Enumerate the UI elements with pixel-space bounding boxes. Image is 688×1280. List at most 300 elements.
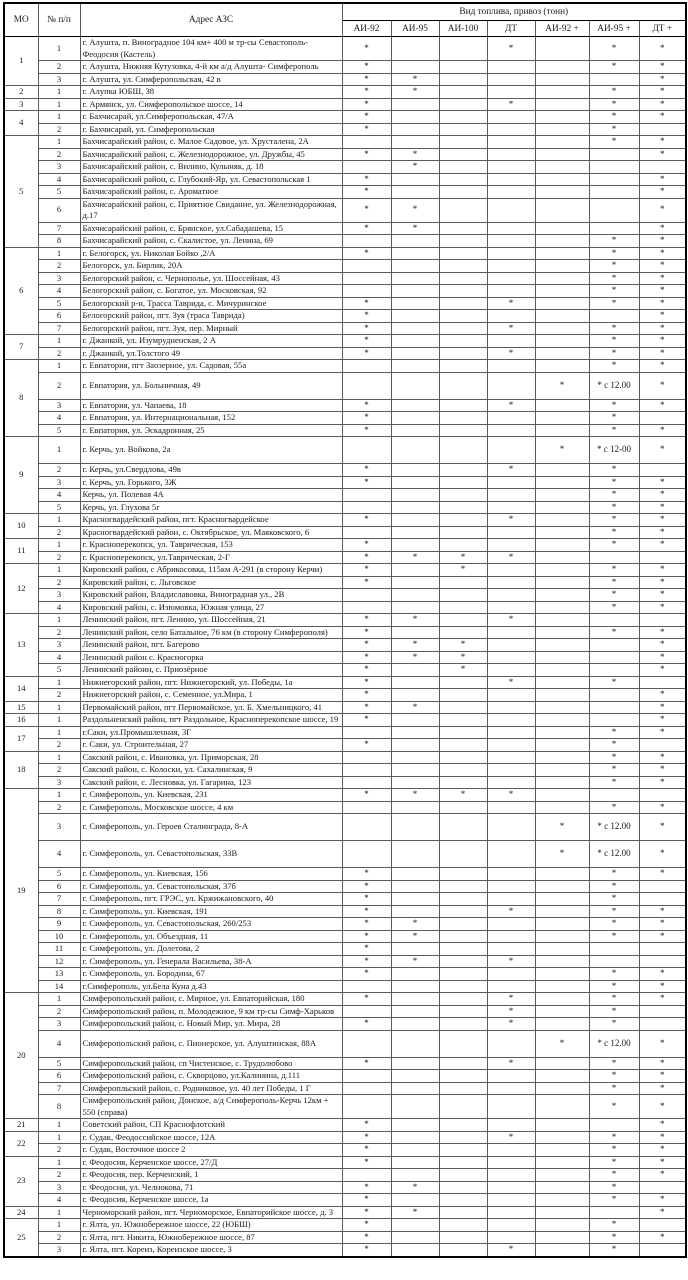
station-row	[4, 968, 686, 981]
fuel-availability-ai92-plus	[535, 868, 589, 881]
fuel-availability-ai95	[391, 980, 439, 993]
fuel-availability-ai92-plus	[535, 614, 589, 627]
fuel-availability-ai92	[342, 1082, 391, 1095]
station-address: г. Ялта, ул. Южнобережное шоссе, 22 (ЮБШ)	[80, 1219, 342, 1232]
fuel-availability-dt	[487, 285, 535, 298]
fuel-availability-ai95	[391, 893, 439, 906]
fuel-availability-dt-plus: *	[639, 148, 686, 161]
fuel-availability-dt	[487, 186, 535, 199]
fuel-availability-dt	[487, 1070, 535, 1083]
fuel-availability-ai100	[439, 464, 487, 477]
fuel-availability-ai92-plus	[535, 930, 589, 943]
fuel-availability-ai95-plus: *	[589, 260, 639, 273]
station-row	[4, 260, 686, 273]
station-address: Симферопольский район, с. Скворцово, ул.Калинина, д.111	[80, 1070, 342, 1083]
fuel-availability-ai92: *	[342, 347, 391, 360]
row-number: 2	[38, 464, 80, 477]
fuel-availability-ai95	[391, 424, 439, 437]
fuel-availability-dt	[487, 61, 535, 74]
fuel-availability-dt-plus: *	[639, 639, 686, 652]
fuel-availability-dt-plus	[639, 412, 686, 425]
fuel-availability-dt	[487, 272, 535, 285]
fuel-availability-ai95	[391, 1070, 439, 1083]
station-row	[4, 880, 686, 893]
fuel-availability-ai95-plus: *	[589, 576, 639, 589]
fuel-availability-ai100	[439, 980, 487, 993]
fuel-availability-ai92-plus	[535, 476, 589, 489]
fuel-availability-dt-plus: *	[639, 1144, 686, 1157]
fuel-availability-dt: *	[487, 905, 535, 918]
fuel-availability-ai92-plus	[535, 589, 589, 602]
fuel-availability-dt-plus	[639, 123, 686, 136]
fuel-availability-ai92: *	[342, 1231, 391, 1244]
fuel-availability-ai95-plus	[589, 73, 639, 86]
fuel-availability-ai100	[439, 1070, 487, 1083]
fuel-availability-ai100	[439, 222, 487, 235]
mo-group-number: 6	[4, 247, 38, 335]
fuel-availability-dt-plus: *	[639, 136, 686, 149]
fuel-availability-dt-plus: *	[639, 173, 686, 186]
station-row	[4, 464, 686, 477]
fuel-availability-ai92-plus	[535, 360, 589, 373]
fuel-availability-dt	[487, 751, 535, 764]
fuel-availability-ai92-plus	[535, 111, 589, 124]
fuel-availability-ai95	[391, 841, 439, 868]
fuel-availability-ai95-plus	[589, 310, 639, 323]
fuel-availability-ai95	[391, 664, 439, 677]
row-number: 1	[38, 789, 80, 802]
station-address: г. Симферополь, Московское шоссе, 4 км	[80, 801, 342, 814]
row-number: 2	[38, 372, 80, 399]
fuel-availability-dt	[487, 310, 535, 323]
fuel-availability-ai95: *	[391, 198, 439, 222]
fuel-availability-dt-plus	[639, 789, 686, 802]
fuel-availability-dt: *	[487, 1018, 535, 1031]
fuel-availability-ai95-plus: *	[589, 726, 639, 739]
fuel-availability-ai95-plus: *	[589, 1244, 639, 1257]
fuel-availability-ai100	[439, 1131, 487, 1144]
fuel-availability-ai100	[439, 841, 487, 868]
fuel-availability-ai100	[439, 501, 487, 514]
fuel-availability-dt	[487, 86, 535, 99]
fuel-availability-dt	[487, 714, 535, 727]
fuel-availability-ai92: *	[342, 514, 391, 527]
fuel-availability-dt-plus: *	[639, 726, 686, 739]
fuel-availability-ai92: *	[342, 310, 391, 323]
mo-group-number: 9	[4, 437, 38, 514]
fuel-availability-ai92: *	[342, 1131, 391, 1144]
fuel-availability-dt	[487, 801, 535, 814]
fuel-availability-ai95	[391, 514, 439, 527]
row-number: 1	[38, 676, 80, 689]
fuel-availability-dt	[487, 576, 535, 589]
fuel-availability-dt-plus: *	[639, 37, 686, 61]
fuel-availability-ai95-plus	[589, 1206, 639, 1219]
fuel-availability-ai92-plus	[535, 123, 589, 136]
fuel-availability-dt	[487, 739, 535, 752]
fuel-availability-ai100	[439, 1057, 487, 1070]
fuel-availability-ai95-plus: *	[589, 1057, 639, 1070]
station-address: г. Джанкой, ул. Изумрудненская, 2 А	[80, 335, 342, 348]
row-number: 5	[38, 297, 80, 310]
fuel-availability-ai95-plus: *	[589, 676, 639, 689]
fuel-availability-dt-plus: *	[639, 814, 686, 841]
fuel-availability-ai100	[439, 310, 487, 323]
station-row	[4, 1156, 686, 1169]
fuel-availability-ai95	[391, 173, 439, 186]
row-number: 1	[38, 1206, 80, 1219]
fuel-availability-dt-plus: *	[639, 347, 686, 360]
fuel-availability-ai95-plus	[589, 789, 639, 802]
station-row	[4, 235, 686, 248]
fuel-availability-ai92-plus	[535, 1082, 589, 1095]
fuel-availability-ai95	[391, 801, 439, 814]
station-row	[4, 526, 686, 539]
station-row	[4, 1030, 686, 1057]
station-address: г. Бахчисарай, ул. Симферопольская	[80, 123, 342, 136]
fuel-availability-ai92-plus	[535, 61, 589, 74]
fuel-availability-dt-plus	[639, 893, 686, 906]
fuel-availability-ai92-plus	[535, 247, 589, 260]
row-number: 7	[38, 222, 80, 235]
fuel-availability-ai92	[342, 1030, 391, 1057]
fuel-availability-ai95-plus: *	[589, 1156, 639, 1169]
fuel-availability-ai92-plus	[535, 347, 589, 360]
fuel-availability-ai92	[342, 1005, 391, 1018]
fuel-availability-ai95-plus: *	[589, 905, 639, 918]
fuel-availability-ai92	[342, 1095, 391, 1119]
fuel-availability-ai100	[439, 1231, 487, 1244]
fuel-availability-ai92	[342, 764, 391, 777]
fuel-availability-ai92-plus	[535, 1156, 589, 1169]
fuel-availability-ai95-plus: *	[589, 526, 639, 539]
fuel-availability-ai100	[439, 347, 487, 360]
fuel-availability-dt	[487, 501, 535, 514]
station-address: г. Симферополь, ул. Генерала Васильева, 38-А	[80, 955, 342, 968]
station-row	[4, 173, 686, 186]
fuel-availability-ai95-plus: *	[589, 123, 639, 136]
fuel-availability-ai92: *	[342, 123, 391, 136]
fuel-availability-ai92: *	[342, 651, 391, 664]
row-number: 3	[38, 161, 80, 174]
station-row	[4, 247, 686, 260]
station-row	[4, 1194, 686, 1207]
fuel-availability-ai100	[439, 1194, 487, 1207]
fuel-availability-ai95-plus: *	[589, 1144, 639, 1157]
station-address: г. Бахчисарай, ул.Симферопольская, 47/А	[80, 111, 342, 124]
fuel-availability-dt	[487, 1095, 535, 1119]
mo-group-number: 22	[4, 1131, 38, 1156]
header-fuel-ai95-plus: АИ-95 +	[589, 21, 639, 37]
fuel-availability-ai92-plus	[535, 260, 589, 273]
station-row	[4, 918, 686, 931]
station-address: Симферопольский район, с. Мирное, ул. Евпаторийская, 180	[80, 993, 342, 1006]
fuel-availability-dt	[487, 148, 535, 161]
fuel-availability-dt-plus: *	[639, 589, 686, 602]
fuel-availability-ai95-plus: *	[589, 589, 639, 602]
fuel-availability-dt-plus: *	[639, 968, 686, 981]
station-row	[4, 186, 686, 199]
fuel-availability-dt: *	[487, 98, 535, 111]
fuel-availability-ai95-plus: *	[589, 1070, 639, 1083]
mo-group-number: 17	[4, 726, 38, 751]
fuel-availability-ai95-plus: *	[589, 930, 639, 943]
fuel-availability-dt-plus: *	[639, 399, 686, 412]
fuel-availability-ai95	[391, 464, 439, 477]
fuel-availability-ai92: *	[342, 739, 391, 752]
station-row	[4, 73, 686, 86]
fuel-availability-ai92-plus	[535, 564, 589, 577]
fuel-availability-dt	[487, 1219, 535, 1232]
fuel-availability-ai95-plus: * с 12-00	[589, 437, 639, 464]
station-address: Красногвардейский район, пгт. Красногвардейское	[80, 514, 342, 527]
fuel-availability-ai92: *	[342, 551, 391, 564]
fuel-availability-dt	[487, 73, 535, 86]
header-row-top	[4, 3, 686, 21]
fuel-availability-ai95	[391, 689, 439, 702]
fuel-availability-ai95	[391, 905, 439, 918]
station-address: г. Керчь, ул.Свердлова, 49в	[80, 464, 342, 477]
fuel-availability-ai95-plus	[589, 639, 639, 652]
fuel-availability-dt	[487, 880, 535, 893]
fuel-availability-ai100: *	[439, 639, 487, 652]
station-address: г. Евпатория, пгт Заозерное, ул. Садовая, 55а	[80, 360, 342, 373]
row-number: 1	[38, 993, 80, 1006]
fuel-availability-ai100	[439, 1181, 487, 1194]
row-number: 8	[38, 1095, 80, 1119]
fuel-availability-ai100	[439, 37, 487, 61]
fuel-availability-ai100	[439, 801, 487, 814]
fuel-availability-dt-plus: *	[639, 918, 686, 931]
fuel-availability-ai92-plus	[535, 789, 589, 802]
row-number: 5	[38, 1057, 80, 1070]
fuel-availability-ai95	[391, 260, 439, 273]
fuel-availability-ai92-plus: *	[535, 1030, 589, 1057]
fuel-availability-ai95	[391, 501, 439, 514]
fuel-availability-dt-plus: *	[639, 930, 686, 943]
fuel-availability-dt-plus: *	[639, 993, 686, 1006]
station-row	[4, 1244, 686, 1257]
row-number: 1	[38, 136, 80, 149]
fuel-availability-ai92-plus	[535, 148, 589, 161]
fuel-availability-dt: *	[487, 514, 535, 527]
fuel-availability-ai95-plus: *	[589, 272, 639, 285]
fuel-availability-ai95	[391, 186, 439, 199]
fuel-availability-ai92: *	[342, 943, 391, 956]
fuel-availability-dt	[487, 360, 535, 373]
fuel-availability-ai92: *	[342, 714, 391, 727]
station-address: г. Алушта, Нижняя Кутузовка, 4-й км а/д Алушта- Симферополь	[80, 61, 342, 74]
station-address: Белогорский район, с. Чернополье, ул. Шоссейная, 43	[80, 272, 342, 285]
fuel-availability-dt	[487, 601, 535, 614]
mo-group-number: 10	[4, 514, 38, 539]
station-row	[4, 514, 686, 527]
fuel-availability-ai92-plus	[535, 664, 589, 677]
row-number: 9	[38, 918, 80, 931]
fuel-availability-ai92-plus	[535, 310, 589, 323]
fuel-availability-dt: *	[487, 1244, 535, 1257]
fuel-availability-ai92	[342, 526, 391, 539]
fuel-availability-ai95-plus: *	[589, 37, 639, 61]
fuel-availability-ai92-plus	[535, 714, 589, 727]
fuel-availability-ai100	[439, 880, 487, 893]
fuel-availability-ai100	[439, 1244, 487, 1257]
fuel-availability-ai100	[439, 968, 487, 981]
fuel-availability-ai100	[439, 701, 487, 714]
station-address: Белогорск, ул. Бирлик, 20А	[80, 260, 342, 273]
mo-group-number: 8	[4, 360, 38, 437]
row-number: 8	[38, 905, 80, 918]
fuel-availability-ai95-plus	[589, 551, 639, 564]
fuel-availability-ai92-plus	[535, 955, 589, 968]
row-number: 2	[38, 689, 80, 702]
row-number: 2	[38, 1169, 80, 1182]
fuel-availability-ai95-plus: * с 12.00	[589, 814, 639, 841]
fuel-availability-ai95-plus: *	[589, 868, 639, 881]
fuel-availability-ai92-plus	[535, 1018, 589, 1031]
row-number: 4	[38, 173, 80, 186]
fuel-availability-dt-plus: *	[639, 1231, 686, 1244]
station-address: г. Алушта, п. Виноградное 104 км+ 400 м тр-сы Севастополь-Феодосия (Кастель)	[80, 37, 342, 61]
fuel-availability-ai92-plus	[535, 1095, 589, 1119]
fuel-availability-ai92: *	[342, 676, 391, 689]
station-row	[4, 689, 686, 702]
fuel-availability-ai100	[439, 235, 487, 248]
station-row	[4, 322, 686, 335]
fuel-availability-ai95-plus	[589, 1119, 639, 1132]
fuel-availability-ai100	[439, 764, 487, 777]
mo-group-number: 5	[4, 136, 38, 248]
station-row	[4, 161, 686, 174]
fuel-availability-ai92	[342, 437, 391, 464]
fuel-availability-ai95-plus: *	[589, 98, 639, 111]
fuel-availability-ai95-plus: *	[589, 751, 639, 764]
fuel-availability-ai92	[342, 272, 391, 285]
fuel-availability-ai95	[391, 993, 439, 1006]
station-row	[4, 489, 686, 502]
fuel-availability-dt-plus: *	[639, 322, 686, 335]
fuel-availability-ai92-plus	[535, 37, 589, 61]
fuel-availability-dt-plus: *	[639, 98, 686, 111]
fuel-availability-ai95-plus	[589, 943, 639, 956]
fuel-availability-dt: *	[487, 955, 535, 968]
row-number: 3	[38, 73, 80, 86]
fuel-availability-ai92-plus	[535, 1231, 589, 1244]
fuel-availability-ai95-plus: *	[589, 1231, 639, 1244]
fuel-availability-dt	[487, 726, 535, 739]
fuel-availability-ai100	[439, 626, 487, 639]
fuel-availability-ai95	[391, 1194, 439, 1207]
row-number: 6	[38, 880, 80, 893]
fuel-availability-ai92: *	[342, 37, 391, 61]
fuel-availability-ai100	[439, 614, 487, 627]
fuel-availability-ai95	[391, 526, 439, 539]
fuel-availability-ai92: *	[342, 1181, 391, 1194]
fuel-availability-ai92-plus	[535, 968, 589, 981]
row-number: 3	[38, 1244, 80, 1257]
fuel-availability-ai92-plus	[535, 297, 589, 310]
fuel-availability-dt	[487, 918, 535, 931]
fuel-availability-dt-plus	[639, 880, 686, 893]
fuel-availability-ai95: *	[391, 701, 439, 714]
row-number: 2	[38, 61, 80, 74]
fuel-availability-ai95-plus: *	[589, 247, 639, 260]
fuel-availability-ai95-plus: *	[589, 464, 639, 477]
fuel-availability-ai95-plus	[589, 955, 639, 968]
fuel-availability-ai92-plus	[535, 1005, 589, 1018]
fuel-availability-dt	[487, 626, 535, 639]
station-address: г. Саки, ул. Строительная, 27	[80, 739, 342, 752]
fuel-availability-dt	[487, 235, 535, 248]
fuel-availability-dt: *	[487, 1005, 535, 1018]
fuel-availability-ai100	[439, 714, 487, 727]
fuel-availability-ai92: *	[342, 701, 391, 714]
fuel-availability-dt	[487, 664, 535, 677]
fuel-availability-dt	[487, 639, 535, 652]
row-number: 6	[38, 1070, 80, 1083]
fuel-availability-ai92: *	[342, 61, 391, 74]
mo-group-number: 4	[4, 111, 38, 136]
station-address: Кировский район, Владиславовка, Виноградная ул., 2В	[80, 589, 342, 602]
fuel-availability-ai95	[391, 1131, 439, 1144]
fuel-availability-ai95	[391, 751, 439, 764]
station-address: Симферопольский район, п. Молодежное, 9 км тр-сы Симф-Харьков	[80, 1005, 342, 1018]
fuel-availability-dt	[487, 868, 535, 881]
row-number: 2	[38, 1144, 80, 1157]
row-number: 3	[38, 639, 80, 652]
fuel-availability-dt-plus: *	[639, 1131, 686, 1144]
fuel-availability-ai100	[439, 601, 487, 614]
fuel-availability-dt-plus: *	[639, 801, 686, 814]
fuel-availability-ai95	[391, 601, 439, 614]
fuel-availability-ai95	[391, 968, 439, 981]
station-address: Симферопольский район, с. Пионерское, ул. Алуштинская, 88А	[80, 1030, 342, 1057]
fuel-availability-ai100	[439, 73, 487, 86]
fuel-availability-ai95	[391, 235, 439, 248]
fuel-availability-ai100: *	[439, 789, 487, 802]
fuel-availability-ai95-plus: *	[589, 360, 639, 373]
fuel-availability-dt-plus: *	[639, 61, 686, 74]
station-address: г. Симферополь, ул. Киевская, 156	[80, 868, 342, 881]
mo-group-number: 21	[4, 1119, 38, 1132]
fuel-availability-dt-plus: *	[639, 1095, 686, 1119]
fuel-availability-dt-plus: *	[639, 841, 686, 868]
fuel-availability-ai92-plus	[535, 993, 589, 1006]
row-number: 2	[38, 526, 80, 539]
station-address: г. Симферополь, ул. Киевская, 231	[80, 789, 342, 802]
fuel-availability-ai100	[439, 1030, 487, 1057]
fuel-availability-ai92: *	[342, 198, 391, 222]
fuel-availability-dt	[487, 424, 535, 437]
fuel-availability-ai92: *	[342, 98, 391, 111]
fuel-availability-ai92-plus	[535, 1206, 589, 1219]
fuel-availability-ai92	[342, 285, 391, 298]
fuel-availability-ai92-plus	[535, 322, 589, 335]
fuel-availability-dt	[487, 930, 535, 943]
fuel-availability-ai100	[439, 260, 487, 273]
fuel-availability-dt-plus: *	[639, 73, 686, 86]
header-fuel-ai92: АИ-92	[342, 21, 391, 37]
fuel-availability-ai92-plus	[535, 651, 589, 664]
fuel-availability-ai100	[439, 1082, 487, 1095]
fuel-availability-ai95-plus: *	[589, 489, 639, 502]
fuel-availability-ai92	[342, 601, 391, 614]
station-row	[4, 614, 686, 627]
fuel-availability-dt-plus: *	[639, 260, 686, 273]
station-address: Белогорский район, пгт. Зуя (траса Таврида)	[80, 310, 342, 323]
station-row	[4, 651, 686, 664]
station-address: Ленинский райоин, с. Приозёрное	[80, 664, 342, 677]
